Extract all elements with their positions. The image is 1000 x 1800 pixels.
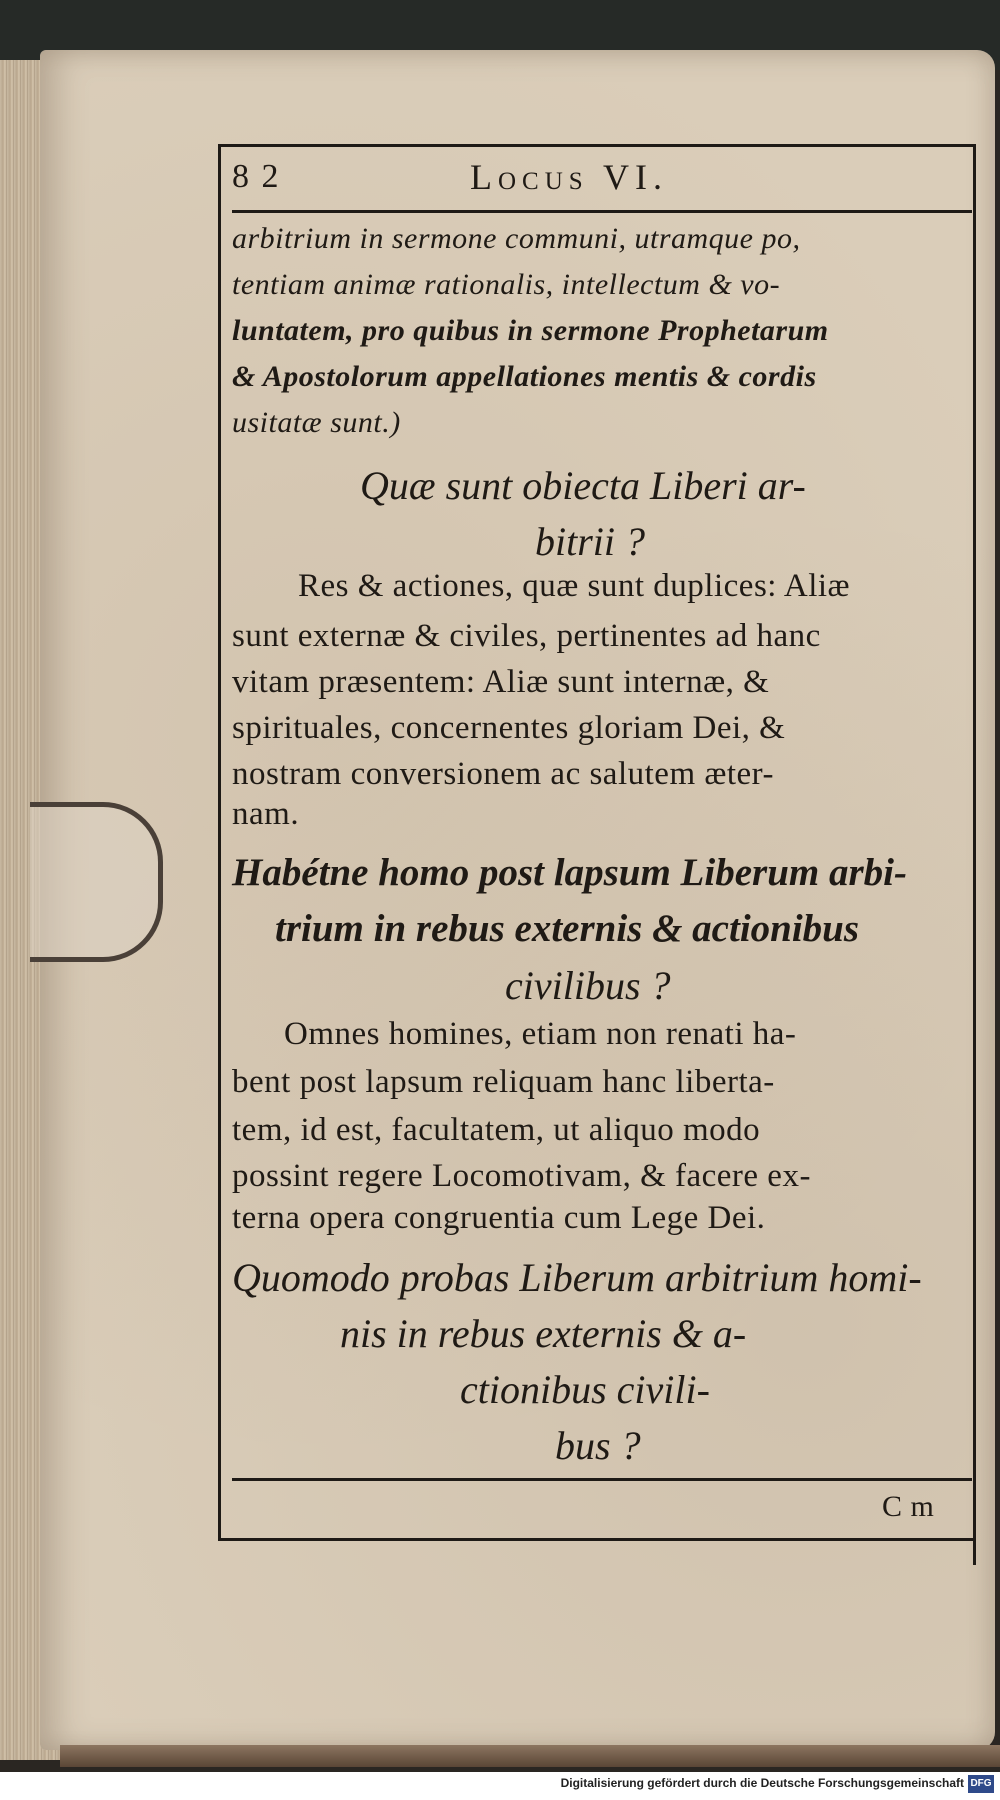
digitization-note: Digitalisierung gefördert durch die Deutsche Forschungsgemeinschaft [560, 1776, 964, 1790]
header-rule [232, 210, 972, 213]
digitization-bar [0, 1772, 1000, 1800]
answer-2-line-5: terna opera congruentia cum Lege Dei. [232, 1200, 766, 1236]
page-number: 8 2 [232, 158, 281, 195]
answer-2-line-2: bent post lapsum reliquam hanc liberta- [232, 1064, 775, 1100]
question-2-line-3: civilibus ? [505, 963, 671, 1008]
dfg-logo: DFG [968, 1775, 994, 1793]
running-head: Locus VI. [470, 157, 669, 197]
question-1-line-1: Quæ sunt obiecta Liberi ar- [360, 463, 806, 508]
answer-2-line-1: Omnes homines, etiam non renati ha- [284, 1016, 797, 1052]
answer-2-line-4: possint regere Locomotivam, & facere ex- [232, 1158, 811, 1194]
answer-2-line-3: tem, id est, facultatem, ut aliquo modo [232, 1112, 761, 1148]
catchword: C m [882, 1490, 935, 1523]
footer-rule [232, 1478, 972, 1481]
answer-1-line-1: Res & actiones, quæ sunt duplices: Aliæ [298, 568, 851, 604]
frame-right-line [973, 170, 976, 1565]
italic-line-4: & Apostolorum appellationes mentis & cordis [232, 360, 817, 393]
question-3-line-2: nis in rebus externis & a- [340, 1311, 747, 1356]
italic-line-3: luntatem, pro quibus in sermone Prophetarum [232, 314, 829, 347]
page-bottom-edge [60, 1745, 1000, 1767]
question-1-line-2: bitrii ? [535, 519, 646, 564]
clasp-ribbon [30, 802, 163, 962]
answer-1-line-5: nostram conversionem ac salutem æter- [232, 756, 775, 792]
question-2-line-2: trium in rebus externis & actionibus [275, 907, 860, 950]
question-2-line-1: Habétne homo post lapsum Liberum arbi- [232, 851, 907, 894]
question-3-line-3: ctionibus civili- [460, 1367, 710, 1412]
question-3-line-4: bus ? [555, 1423, 641, 1468]
italic-line-5: usitatæ sunt.) [232, 406, 401, 439]
answer-1-line-4: spirituales, concernentes gloriam Dei, & [232, 710, 786, 746]
answer-1-line-6: nam. [232, 796, 300, 832]
answer-1-line-2: sunt externæ & civiles, pertinentes ad hanc [232, 618, 821, 654]
question-3-line-1: Quomodo probas Liberum arbitrium homi- [232, 1255, 922, 1300]
italic-line-1: arbitrium in sermone communi, utramque po, [232, 222, 801, 255]
answer-1-line-3: vitam præsentem: Aliæ sunt internæ, & [232, 664, 770, 700]
italic-line-2: tentiam animæ rationalis, intellectum & vo- [232, 268, 781, 301]
